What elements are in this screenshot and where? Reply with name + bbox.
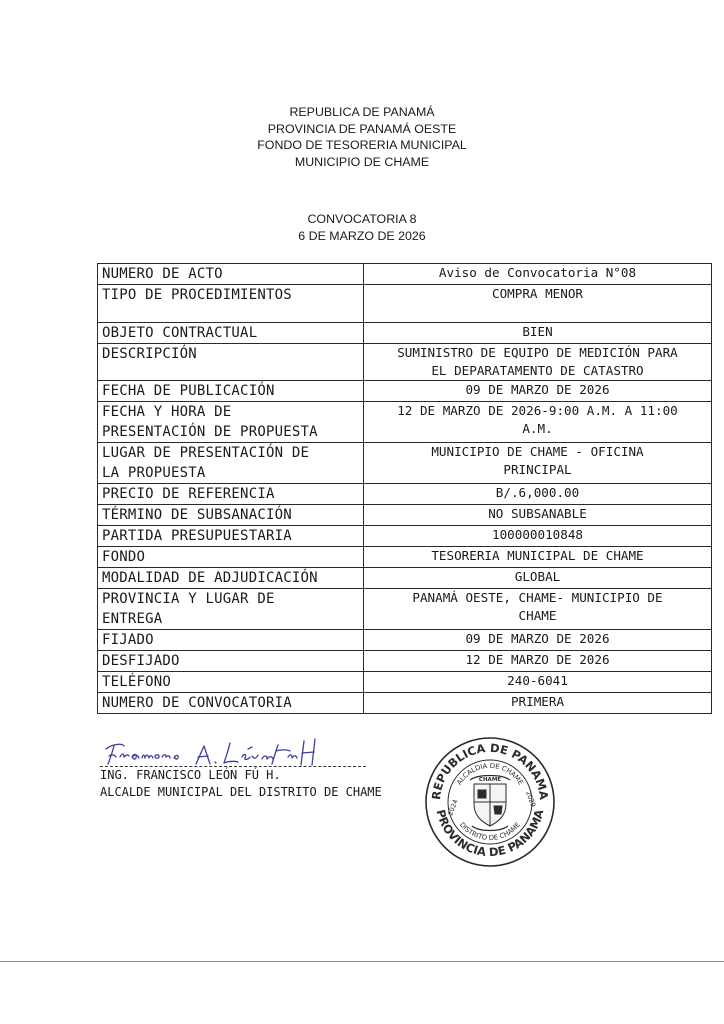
row-value: GLOBAL xyxy=(364,568,712,589)
row-label: FIJADO xyxy=(98,630,364,651)
table-row xyxy=(98,651,712,672)
table-row xyxy=(98,505,712,526)
table-row xyxy=(98,693,712,714)
row-value: MUNICIPIO DE CHAME - OFICINA PRINCIPAL xyxy=(364,443,712,484)
row-label: MODALIDAD DE ADJUDICACIÓN xyxy=(98,568,364,589)
row-label: LUGAR DE PRESENTACIÓN DE LA PROPUESTA xyxy=(98,443,364,484)
header-line-municipality: MUNICIPIO DE CHAME xyxy=(294,154,430,169)
convocatoria-heading xyxy=(0,211,724,245)
header-line-province: PROVINCIA DE PANAMÁ OESTE xyxy=(267,121,457,136)
header-line-republic: REPUBLICA DE PANAMÁ xyxy=(289,105,435,119)
table-row xyxy=(98,323,712,344)
table-row xyxy=(98,402,712,443)
handwritten-signature xyxy=(102,735,332,769)
row-value: 12 DE MARZO DE 2026 xyxy=(364,651,712,672)
seal-year-right: 2029 xyxy=(524,789,538,809)
seal-inner-bottom-text: DISTRITO DE CHAME xyxy=(457,820,523,843)
row-label: NUMERO DE ACTO xyxy=(98,264,364,285)
row-value: BIEN xyxy=(364,323,712,344)
table-row xyxy=(98,285,712,323)
row-value: TESORERIA MUNICIPAL DE CHAME xyxy=(364,547,712,568)
row-value: 240-6041 xyxy=(364,672,712,693)
row-label: FONDO xyxy=(98,547,364,568)
table-row xyxy=(98,484,712,505)
table-row xyxy=(98,630,712,651)
seal-inner-top-text: ALCALDIA DE CHAME xyxy=(455,761,525,787)
row-value: 12 DE MARZO DE 2026-9:00 A.M. A 11:00 A.M. xyxy=(364,402,712,443)
header-line-fund: FONDO DE TESORERIA MUNICIPAL xyxy=(257,138,467,153)
table-row xyxy=(98,589,712,630)
municipal-seal xyxy=(422,734,558,870)
row-label: PARTIDA PRESUPUESTARIA xyxy=(98,526,364,547)
signatory-title: ALCALDE MUNICIPAL DEL DISTRITO DE CHAME xyxy=(100,785,382,799)
row-label: PROVINCIA Y LUGAR DE ENTREGA xyxy=(98,589,364,630)
table-row xyxy=(98,568,712,589)
row-label: FECHA DE PUBLICACIÓN xyxy=(98,381,364,402)
row-value: 100000010848 xyxy=(364,526,712,547)
seal-shield-text: CHAME xyxy=(478,777,502,783)
signatory-block xyxy=(100,767,382,801)
row-value: COMPRA MENOR xyxy=(364,285,712,323)
row-value: 09 DE MARZO DE 2026 xyxy=(364,381,712,402)
table-row xyxy=(98,264,712,285)
row-label: TELÉFONO xyxy=(98,672,364,693)
signatory-name: ING. FRANCISCO LEÓN FÚ H. xyxy=(100,768,281,782)
row-label: FECHA Y HORA DE PRESENTACIÓN DE PROPUESTA xyxy=(98,402,364,443)
table-row xyxy=(98,672,712,693)
table-row xyxy=(98,547,712,568)
row-label: DESCRIPCIÓN xyxy=(98,344,364,381)
procurement-details-table xyxy=(97,263,712,714)
row-value: Aviso de Convocatoria N°08 xyxy=(364,264,712,285)
table-row xyxy=(98,381,712,402)
row-value: 09 DE MARZO DE 2026 xyxy=(364,630,712,651)
row-label: OBJETO CONTRACTUAL xyxy=(98,323,364,344)
seal-year-left: 2024 xyxy=(446,798,460,817)
row-value: PRIMERA xyxy=(364,693,712,714)
convocatoria-date: 6 DE MARZO DE 2026 xyxy=(298,229,426,243)
row-label: TÉRMINO DE SUBSANACIÓN xyxy=(98,505,364,526)
seal-outer-top-text: REPUBLICA DE PANAMA xyxy=(428,740,552,801)
page-bottom-rule xyxy=(0,961,724,962)
convocatoria-title: CONVOCATORIA 8 xyxy=(307,212,417,226)
seal-shield-icon xyxy=(470,776,510,831)
row-label: TIPO DE PROCEDIMIENTOS xyxy=(98,285,364,323)
row-value: NO SUBSANABLE xyxy=(364,505,712,526)
row-value: SUMINISTRO DE EQUIPO DE MEDICIÓN PARA EL DEPARATAMENTO DE CATASTRO xyxy=(364,344,712,381)
seal-outer-bottom-text: PROVINCIA DE PANAMA xyxy=(433,808,547,860)
row-value: B/.6,000.00 xyxy=(364,484,712,505)
document-header xyxy=(0,104,724,170)
table-row xyxy=(98,443,712,484)
row-label: NUMERO DE CONVOCATORIA xyxy=(98,693,364,714)
table-row xyxy=(98,526,712,547)
row-value: PANAMÁ OESTE, CHAME- MUNICIPIO DE CHAME xyxy=(364,589,712,630)
row-label: PRECIO DE REFERENCIA xyxy=(98,484,364,505)
row-label: DESFIJADO xyxy=(98,651,364,672)
table-row xyxy=(98,344,712,381)
